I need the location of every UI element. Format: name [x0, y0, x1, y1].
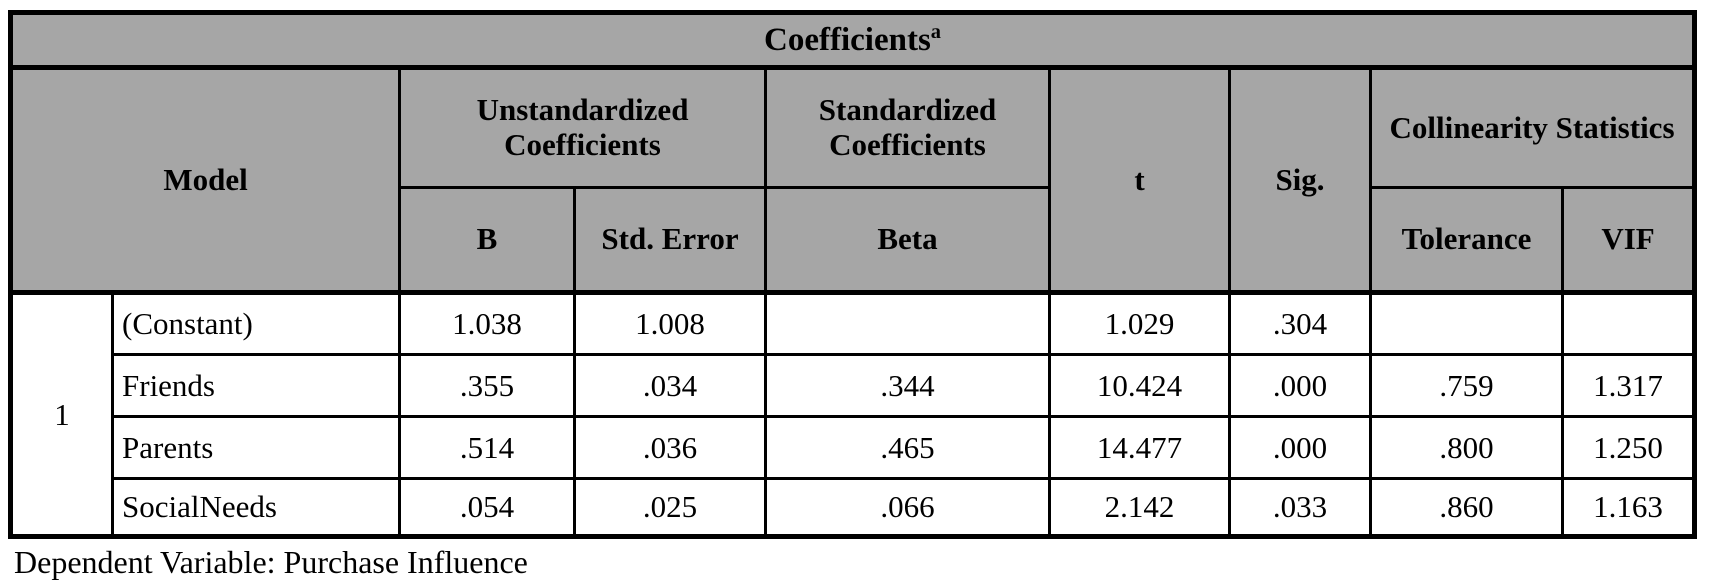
header-vif: VIF: [1563, 188, 1695, 293]
row-label: Friends: [113, 355, 400, 417]
cell-tolerance: [1371, 293, 1563, 355]
cell-std-error: 1.008: [575, 293, 766, 355]
cell-tolerance: .800: [1371, 417, 1563, 479]
row-label: Parents: [113, 417, 400, 479]
cell-tolerance: .860: [1371, 479, 1563, 537]
cell-beta: .066: [766, 479, 1050, 537]
cell-t: 10.424: [1050, 355, 1230, 417]
cell-b: 1.038: [400, 293, 575, 355]
header-standardized-coefficients: Standardized Coefficients: [766, 68, 1050, 188]
header-beta: Beta: [766, 188, 1050, 293]
header-unstandardized-coefficients: Unstandardized Coefficients: [400, 68, 766, 188]
cell-vif: 1.163: [1563, 479, 1695, 537]
cell-b: .054: [400, 479, 575, 537]
cell-b: .355: [400, 355, 575, 417]
cell-sig: .000: [1230, 355, 1371, 417]
coefficients-table: [8, 10, 1697, 539]
row-label: (Constant): [113, 293, 400, 355]
cell-t: 14.477: [1050, 417, 1230, 479]
table-body: [11, 293, 1695, 537]
header-b: B: [400, 188, 575, 293]
header-group-row: [11, 68, 1695, 188]
header-tolerance: Tolerance: [1371, 188, 1563, 293]
cell-beta: .344: [766, 355, 1050, 417]
cell-std-error: .036: [575, 417, 766, 479]
header-std-error: Std. Error: [575, 188, 766, 293]
table-title-text: Coefficients: [764, 21, 931, 58]
document-page: [0, 10, 1711, 580]
header-model: Model: [11, 68, 400, 293]
header-sig: Sig.: [1230, 68, 1371, 293]
cell-vif: 1.317: [1563, 355, 1695, 417]
cell-vif: 1.250: [1563, 417, 1695, 479]
table-row-friends: [11, 355, 1695, 417]
cell-beta: .465: [766, 417, 1050, 479]
table-footnote: Dependent Variable: Purchase Influence: [14, 544, 528, 580]
cell-tolerance: .759: [1371, 355, 1563, 417]
cell-beta: [766, 293, 1050, 355]
table-title-superscript: a: [930, 20, 942, 43]
title-row: [11, 13, 1695, 68]
cell-sig: .000: [1230, 417, 1371, 479]
cell-std-error: .034: [575, 355, 766, 417]
cell-sig: .304: [1230, 293, 1371, 355]
table-row-socialneeds: [11, 479, 1695, 537]
cell-std-error: .025: [575, 479, 766, 537]
model-number-cell: 1: [11, 293, 113, 537]
cell-t: 2.142: [1050, 479, 1230, 537]
row-label: SocialNeeds: [113, 479, 400, 537]
cell-t: 1.029: [1050, 293, 1230, 355]
cell-b: .514: [400, 417, 575, 479]
table-row-parents: [11, 417, 1695, 479]
table-title: [11, 13, 1695, 68]
cell-vif: [1563, 293, 1695, 355]
header-collinearity-statistics: Collinearity Statistics: [1371, 68, 1695, 188]
header-t: t: [1050, 68, 1230, 293]
table-header: [11, 13, 1695, 293]
table-row-constant: [11, 293, 1695, 355]
cell-sig: .033: [1230, 479, 1371, 537]
